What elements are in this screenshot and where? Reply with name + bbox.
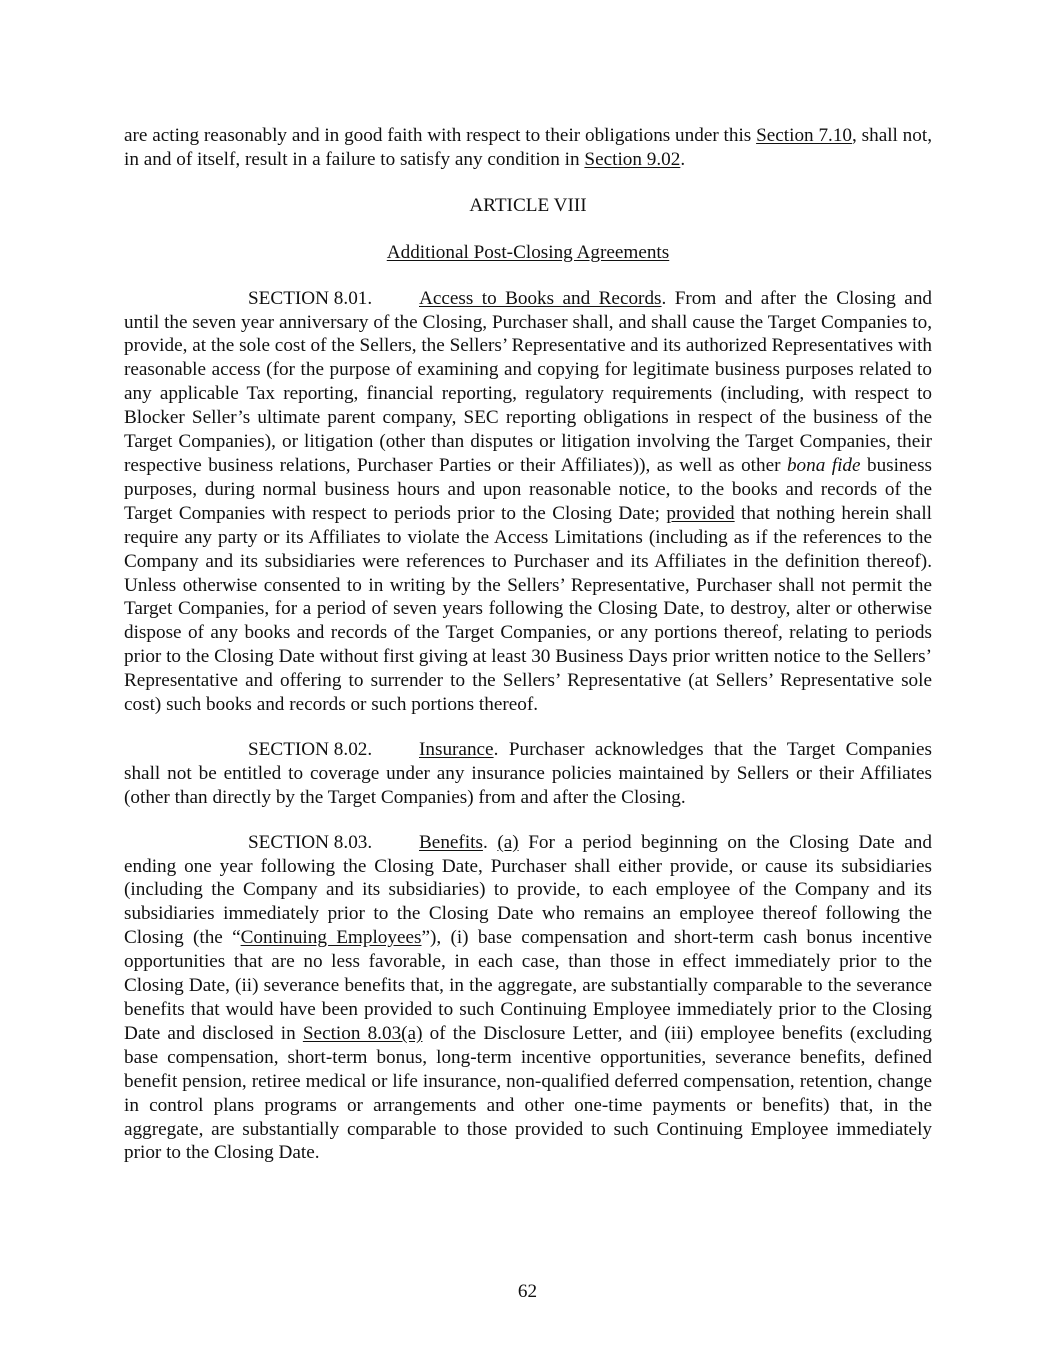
section-8-01-text-1: . From and after the Closing and until the seven year anniversary of the Closing, Purchaser shall, and shall cause the Target Companies to, provide, at the sole cost of the Sellers, the Sellers’ Representative and its authorized Representatives with reasonable access (for the purpose of examining and copying for legitimate business purposes related to any applicable Tax reporting, financial reporting, regulatory requirements (including, with respect to Blocker Seller’s ultimate parent company, SEC reporting obligations in respect of the business of the Target Companies), or litigation (other than disputes or litigation involving the Target Companies, their respective business relations, Purchaser Parties or their Affiliates)), as well as other [124, 287, 933, 476]
document-page [124, 124, 932, 1165]
section-8-01-italic: bona fide [786, 454, 861, 476]
intro-text-2: , shall not, in and of itself, result in a failure to satisfy any condition in [124, 125, 932, 170]
section-8-03-text-2: For a period beginning on the Closing Date and ending one year following the Closing Date, Purchaser shall either provide, or cause its subsidiaries (including the Company and its subsidiaries) to provide, to each employee of the Company and its subsidiaries immediately prior to the Closing Date who remains an employee thereof following the Closing (the “ [124, 831, 932, 949]
intro-text-1: are acting reasonably and in good faith with respect to their obligations under this [124, 125, 757, 146]
section-8-03-paragraph [124, 831, 932, 1166]
section-ref-8-03-a: Section 8.03(a) [302, 1022, 423, 1044]
defined-term-continuing-employees: Continuing Employees [240, 927, 422, 949]
section-8-01-text-3: that nothing herein shall require any party or its Affiliates to violate the Access Limitations (including as if the references to the Company and its subsidiaries were references to Purchaser and its Affiliates in the definition thereof). Unless otherwise consented to in writing by the Sellers’ Representative, Purchaser shall not permit the Target Companies, for a period of seven years following the Closing Date, to destroy, alter or otherwise dispose of any books and records of the Target Companies, or any portions thereof, relating to periods prior to the Closing Date without first giving at least 30 Business Days prior written notice to the Sellers’ Representative and offering to surrender to the Sellers’ Representative (at Sellers’ Representative sole cost) such books and records or such portions thereof. [124, 502, 932, 716]
section-8-01-number: SECTION 8.01. [248, 287, 373, 309]
section-8-03-clause-a: (a) [497, 831, 519, 853]
section-ref-7-10: Section 7.10 [756, 125, 853, 146]
section-8-01-proviso: provided [666, 502, 735, 524]
page-number: 62 [517, 1281, 538, 1302]
section-8-02-number: SECTION 8.02. [248, 738, 373, 760]
section-ref-9-02: Section 9.02 [584, 148, 681, 170]
section-8-03-text-1: . [482, 831, 498, 853]
article-title-text: Additional Post-Closing Agreements [386, 241, 670, 263]
section-8-02-paragraph [124, 738, 932, 810]
section-8-02-text-1: . Purchaser acknowledges that the Target Companies shall not be entitled to coverage under any insurance policies maintained by Sellers or their Affiliates (other than directly by the Target Companies) from and after the Closing. [124, 738, 932, 808]
section-8-03-text-3: ”), (i) base compensation and short-term cash bonus incentive opportunities that are no less favorable, in each case, than those in effect immediately prior to the Closing Date, (ii) severance benefits that, in the aggregate, are substantially comparable to the severance benefits that would have been provided to such Continuing Employee immediately prior to the Closing Date and disclosed in [124, 927, 932, 1044]
intro-text-3: . [680, 148, 686, 170]
article-title [124, 241, 932, 265]
article-number: ARTICLE VIII [469, 194, 587, 216]
section-8-01-heading: Access to Books and Records [419, 287, 662, 309]
section-8-02-heading: Insurance [419, 738, 494, 760]
section-8-03-heading: Benefits [419, 831, 483, 853]
section-8-01-text-2: business purposes, during normal business hours and upon reasonable notice, to the books and records of the Target Companies with respect to periods prior to the Closing Date; [124, 454, 933, 524]
intro-paragraph [124, 124, 932, 172]
section-8-03-number: SECTION 8.03. [248, 831, 373, 853]
section-8-01-paragraph [124, 287, 932, 717]
section-8-03-text-4: of the Disclosure Letter, and (iii) employee benefits (excluding base compensation, short-term bonus, long-term incentive opportunities, severance benefits, defined benefit pension, retiree medical or life insurance, non-qualified deferred compensation, retention, change in control plans programs or arrangements and other one-time payments or benefits) that, in the aggregate, are substantially comparable to those provided to such Continuing Employee immediately prior to the Closing Date. [124, 1022, 932, 1164]
